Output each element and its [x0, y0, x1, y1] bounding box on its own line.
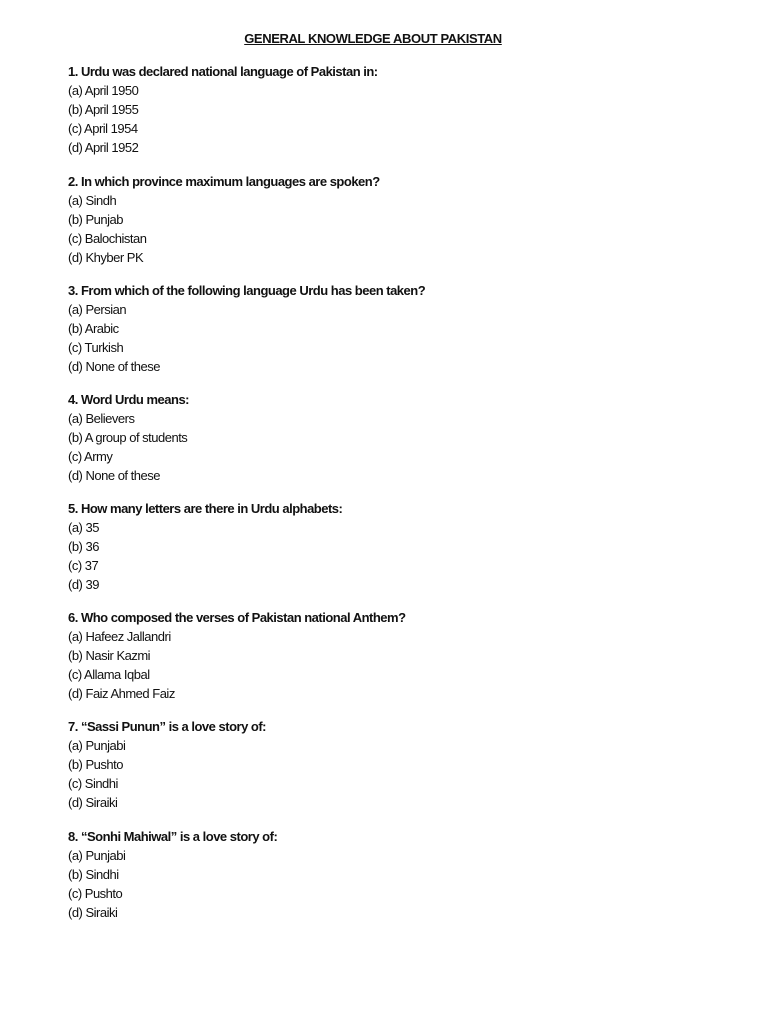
page-title: GENERAL KNOWLEDGE ABOUT PAKISTAN [244, 31, 502, 46]
answer-option: (a) Hafeez Jallandri [68, 629, 171, 644]
answer-option: (b) Nasir Kazmi [68, 648, 151, 663]
answer-option: (b) 36 [68, 539, 99, 554]
answer-option: (a) Believers [68, 411, 135, 426]
answer-option: (c) 37 [68, 558, 99, 573]
answer-option: (d) None of these [68, 359, 160, 374]
answer-option: (a) 35 [68, 520, 99, 535]
answer-option: (c) Pushto [68, 886, 123, 901]
question-block [68, 499, 688, 594]
question-text: 2. In which province maximum languages are spoken? [68, 174, 380, 189]
question-text: 5. How many letters are there in Urdu alphabets: [68, 501, 343, 516]
question-block [68, 62, 688, 157]
question-block [68, 717, 688, 812]
answer-option: (d) Siraiki [68, 795, 118, 810]
question-text: 1. Urdu was declared national language of Pakistan in: [68, 64, 378, 79]
question-block [68, 172, 688, 267]
answer-option: (a) Sindh [68, 193, 117, 208]
answer-option: (a) Punjabi [68, 848, 126, 863]
question-block [68, 281, 688, 376]
question-block [68, 827, 688, 922]
answer-option: (b) Punjab [68, 212, 123, 227]
answer-option: (d) None of these [68, 468, 160, 483]
question-text: 3. From which of the following language Urdu has been taken? [68, 283, 426, 298]
answer-option: (b) A group of students [68, 430, 188, 445]
answer-option: (a) Persian [68, 302, 127, 317]
answer-option: (b) Pushto [68, 757, 123, 772]
answer-option: (a) April 1950 [68, 83, 139, 98]
answer-option: (c) Balochistan [68, 231, 147, 246]
answer-option: (a) Punjabi [68, 738, 126, 753]
answer-option: (d) Khyber PK [68, 250, 144, 265]
answer-option: (c) April 1954 [68, 121, 138, 136]
answer-option: (c) Turkish [68, 340, 124, 355]
answer-option: (d) Faiz Ahmed Faiz [68, 686, 175, 701]
answer-option: (c) Sindhi [68, 776, 118, 791]
question-block [68, 608, 688, 703]
answer-option: (c) Army [68, 449, 113, 464]
answer-option: (d) April 1952 [68, 140, 139, 155]
answer-option: (b) Sindhi [68, 867, 119, 882]
question-text: 7. “Sassi Punun” is a love story of: [68, 719, 267, 734]
answer-option: (b) April 1955 [68, 102, 139, 117]
answer-option: (c) Allama Iqbal [68, 667, 150, 682]
answer-option: (d) Siraiki [68, 905, 118, 920]
answer-option: (d) 39 [68, 577, 99, 592]
answer-option: (b) Arabic [68, 321, 119, 336]
question-block [68, 390, 688, 485]
question-text: 4. Word Urdu means: [68, 392, 190, 407]
question-text: 8. “Sonhi Mahiwal” is a love story of: [68, 829, 278, 844]
question-text: 6. Who composed the verses of Pakistan national Anthem? [68, 610, 406, 625]
